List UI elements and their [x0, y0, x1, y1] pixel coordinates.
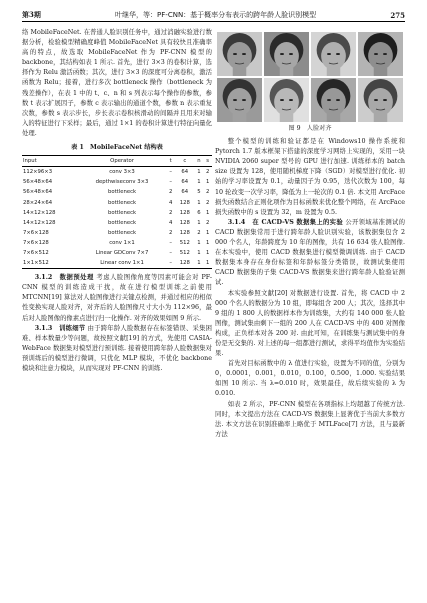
table-row [22, 198, 212, 208]
table-cell: bottleneck [107, 219, 137, 226]
table-cell: 1 [197, 249, 201, 256]
table-cell: – [169, 169, 172, 176]
table-cell: conv 3×3 [109, 169, 135, 176]
training-setup-paragraph: 整个模型的训练和验证都是在 Windows10 操作系统和 Pytorch 1.7 版本框架下搭建的深度学习网络上实现的，采用一块 NVIDIA 2060 super 型号的 GPU 进行加速. 训练样本的 batch size 设置为 128，使用随机梯度下降（SGD）对模型进行优化. 初始的学习率设置为 0.1，动量因子为 0.95，迭代次数为 100，每 10 轮改变一次学习率，降低为上一轮次的 0.1 倍. 本文用 ArcFace 损失函数结合正则化项作为目标函数来优化整个网络，在 ArcFace 损失函数中的 s 设置为 32，m 设置为 0.5. [215, 138, 405, 216]
table-cell: 64 [181, 189, 189, 196]
table-cell: – [169, 249, 172, 256]
table-cell: 1 [205, 209, 210, 216]
aligned-face-image [264, 78, 309, 122]
table-header-row [22, 156, 212, 167]
lambda-paragraph: 首先对目标函数中的 λ 值进行实验，设置为不同的值，分别为 0，0.0001，0.001，0.010，0.100，0.500，1.000. 实验结果如图 10 所示. 当 λ=0.010 时，效果最佳，故后续实验的 λ 为 0.010. [215, 360, 405, 398]
aligned-face-image [311, 32, 356, 76]
table-header-cell: s [206, 158, 210, 165]
table-cell: 2 [205, 199, 210, 206]
table-cell: 2 [197, 229, 201, 236]
table-cell: 56×48×64 [23, 179, 53, 186]
table-row [22, 248, 212, 258]
table-cell: – [169, 260, 172, 267]
section-313-text: 由于跨年龄人脸数据存在标签错误、采集困难、样本数量少等问题，故按照文献[19] 的方式，先使用 CASIA-WebFace 数据集对模型进行预训练. 接着使用跨年龄人脸数据集对预训练后的模型进行微调，只优化 MLP 模块，不优化 backbone 模块和注意力模块，从而实现对 PF-CNN 的训练. [22, 324, 212, 372]
table-row [22, 208, 212, 218]
table-row [22, 177, 212, 187]
table-cell: 2 [205, 169, 210, 176]
comparison-paragraph: 如表 2 所示，PF-CNN 模型在各项指标上均超越了传统方法. 同时，本文提出方法在 CACD-VS 数据集上显著优于当前大多数方法. 本文方法在识别准确率上略优于 MTLFace[7] 方法，且与最新方法 [215, 400, 405, 438]
table-header-cell: c [183, 158, 187, 165]
section-312-title: 3.1.2 数据预处理 [34, 274, 94, 282]
aligned-face-image [217, 78, 262, 122]
table-cell: 14×12×128 [23, 209, 56, 216]
table-header-cell: Operator [110, 158, 134, 165]
section-313-title: 3.1.3 训练细节 [34, 324, 86, 332]
table-cell: 112×96×3 [23, 169, 53, 176]
table-cell: 2 [168, 209, 173, 216]
issue-number: 第3期 [22, 10, 41, 19]
table-cell: Linear conv 1×1 [100, 260, 144, 267]
table-row [22, 187, 212, 197]
table-cell: 512 [179, 239, 190, 246]
table-cell: bottleneck [107, 209, 137, 216]
table-cell: 128 [179, 229, 190, 236]
table-cell: 28×24×64 [23, 199, 53, 206]
table-cell: 64 [181, 179, 189, 186]
table-cell: 128 [179, 219, 190, 226]
table-cell: Linear GDConv 7×7 [95, 249, 149, 256]
backbone-paragraph: 络 MobileFaceNet. 在普通人脸识别任务中，通过消融实验进行数据分析，检验模型精确度峰值 MobileFaceNet 具有较快且准确率高的特点，故选取 MobileFaceNet 作为 PF-CNN 模型的 backbone，其结构如表 1 所示. 首先，进行 3×3 的卷积计算，选择作为 Relu 激活函数；其次，进行 3×3 的深度可分离卷积，激活函数为 Relu；接着，进行多次 bottleneck 操作（bottleneck 为残差操作），在表 1 中的 t、c、n 和 s 列表示每个操作的参数，参数 t 表示扩展因子，参数 c 表示输出的通道个数，参数 n 表示重复次数，参数 s 表示步长，步长表示卷积核滑动的间隔并且用来对输入的特征进行下采样；最后，通过 1×1 的卷积计算进行特征向量化处理. [22, 29, 212, 137]
table-cell: 4 [168, 199, 173, 206]
section-314-title: 3.1.4 在 CACD-VS 数据集上的实验 [227, 218, 343, 226]
table-caption: 表 1 MobileFaceNet 结构表 [71, 144, 163, 152]
section-312-text: 考虑人脸图像角度等因素可能会对 PF-CNN 模型的训练造成干扰，故在进行模型训练之前使用 MTCNN[19] 算法对人脸图像进行关键点检测，并通过相应的相似性变换实现人脸对齐，对齐后的人脸图像尺寸大小为 112×96，最后对人脸图像的像素点进行归一化操作. 对齐的效果如图 9 所示. [22, 274, 212, 322]
left-column [22, 28, 212, 374]
table-header-cell: n [197, 158, 201, 165]
aligned-face-image [264, 32, 309, 76]
table-cell: 4 [168, 219, 173, 226]
table-cell: 64 [181, 169, 189, 176]
table-cell: 6 [197, 209, 201, 216]
aligned-face-image [217, 32, 262, 76]
figure-caption: 图 9 人脸对齐 [288, 125, 332, 132]
table-cell: 7×6×512 [23, 249, 49, 256]
section-313-paragraph [22, 324, 212, 374]
table-cell: 1 [205, 239, 210, 246]
table-cell: 56×48×64 [23, 189, 53, 196]
table-row [22, 218, 212, 228]
table-cell: 1 [205, 179, 210, 186]
table-cell: 1 [205, 249, 210, 256]
table-cell: conv 1×1 [109, 239, 135, 246]
table-cell: 1 [197, 169, 201, 176]
aligned-face-image [358, 32, 403, 76]
section-314-paragraph [215, 218, 405, 289]
table-header-cell: Input [23, 158, 37, 165]
table-row [22, 238, 212, 248]
table-cell: 5 [197, 189, 201, 196]
running-header [22, 6, 405, 20]
header-rule [22, 21, 405, 22]
table-row [22, 167, 212, 178]
table-cell: 1 [197, 199, 201, 206]
table-cell: 1 [205, 260, 210, 267]
aligned-face-image [358, 78, 403, 122]
table-body [22, 167, 212, 269]
table-cell: 1×1×512 [23, 260, 49, 267]
table-cell: 2 [168, 189, 173, 196]
table-cell: 1 [197, 179, 201, 186]
table-cell: 512 [179, 249, 190, 256]
table-cell: 2 [205, 189, 210, 196]
data-split-paragraph: 本实验参照文献[20] 对数据进行设置. 首先，将 CACD 中 2 000 个名人的数据分为 10 组，即每组含 200 人；其次，选择其中 9 组的 1 800 人的数据样本作为训练集，大约有 140 000 张人脸图像，测试集由剩下一组的 200 人在 CACD-VS 中的 400 对图像构成，正负样本对各 200 对. 由此可知，在训练集与测试集中的身份是无交集的. 对上述的每一组都进行测试，求得平均值作为实验结果. [215, 289, 405, 358]
table-cell: 1 [197, 239, 201, 246]
table-cell: bottleneck [107, 199, 137, 206]
running-title: 叶继华，等：PF-CNN：基于概率分布表示的跨年龄人脸识别模型 [115, 11, 317, 19]
table-header-cell: t [169, 158, 172, 165]
table-cell: depthwiseconv 3×3 [95, 179, 149, 186]
table-row [22, 258, 212, 269]
face-alignment-figure [217, 32, 403, 122]
table-cell: bottleneck [107, 229, 137, 236]
table-cell: 7×6×128 [23, 229, 49, 236]
aligned-face-image [311, 78, 356, 122]
table-cell: 1 [197, 219, 201, 226]
table-row [22, 228, 212, 238]
table-cell: – [169, 239, 172, 246]
section-314-text: 公开领域基准测试的 CACD 数据集常用于进行跨年龄人脸识别实验，该数据集包含 2 000 个名人，年龄跨度为 10 年的图像，共有 16 634 张人脸图像. 在本实验中，使用 CACD 数据集进行模型微调训练. 由于 CACD 数据集本身存在身份标签和年龄标签分类错误，故测试集使用 CACD 数据集的子集 CACD-VS 数据集来进行跨年龄人脸验证测试. [215, 218, 405, 287]
table-cell: 128 [179, 199, 190, 206]
page-number: 275 [390, 11, 405, 20]
mobilefacenet-table [22, 155, 212, 269]
table-cell: bottleneck [107, 189, 137, 196]
table-cell: 2 [205, 219, 210, 226]
right-column [215, 28, 405, 440]
table-cell: 2 [168, 229, 173, 236]
table-cell: 1 [197, 260, 201, 267]
table-cell: 128 [179, 209, 190, 216]
table-cell: 7×6×128 [23, 239, 49, 246]
section-312-paragraph [22, 273, 212, 323]
table-cell: 1 [205, 229, 210, 236]
table-cell: – [169, 179, 172, 186]
table-cell: 128 [179, 260, 190, 267]
table-cell: 14×12×128 [23, 219, 56, 226]
